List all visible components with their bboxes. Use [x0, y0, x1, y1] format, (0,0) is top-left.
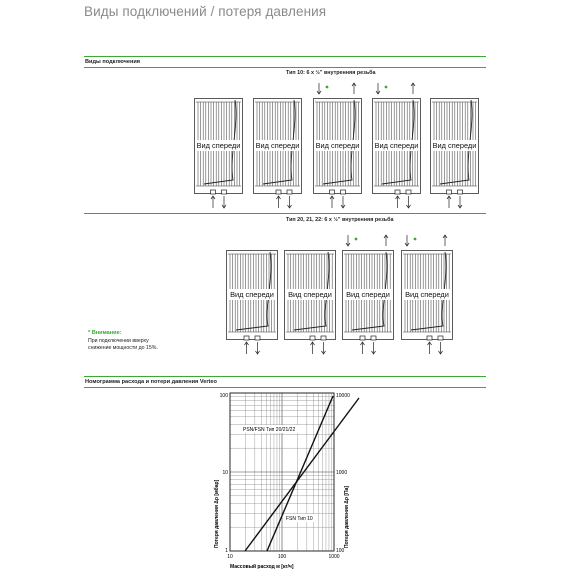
front-view-text: Вид спереди [230, 290, 274, 299]
note-text: При подключении вверху снижение мощности до 15%. [88, 338, 158, 351]
radiator [430, 96, 479, 212]
front-view-label [372, 141, 421, 150]
section-header-nomogram [84, 376, 486, 388]
radiator [401, 248, 453, 358]
front-view-label [284, 290, 336, 299]
x-tick: 100 [277, 554, 287, 560]
radiator [284, 248, 336, 358]
radiator [313, 96, 362, 212]
front-view-text: Вид спереди [374, 141, 419, 150]
front-view-label [194, 141, 243, 150]
left-tick: 10 [222, 470, 228, 476]
top-connection-arrows [403, 234, 451, 248]
front-view-label [342, 290, 394, 299]
note-title: * Внимание: [88, 330, 122, 336]
top-connection-arrows [344, 234, 392, 248]
curve-label-upper: PSN/FSN Тип 20/21/22 [243, 427, 296, 433]
x-tick: 1000 [328, 554, 340, 560]
radiator [194, 96, 243, 212]
radiator [372, 96, 421, 212]
front-view-label [253, 141, 302, 150]
x-tick: 10 [227, 554, 233, 560]
top-connection-arrows [315, 82, 360, 96]
top-connection-arrows [374, 82, 419, 96]
right-tick: 100 [336, 548, 345, 554]
nomogram [212, 388, 362, 570]
left-tick: 100 [219, 393, 228, 399]
front-view-label [401, 290, 453, 299]
front-view-text: Вид спереди [405, 290, 449, 299]
radiator [226, 248, 278, 358]
y-axis-label-left: Потеря давления Δp [мбар] [214, 479, 220, 548]
front-view-text: Вид спереди [432, 141, 477, 150]
section-title: Виды подключения [85, 59, 141, 65]
front-view-text: Вид спереди [255, 141, 300, 150]
front-view-label [313, 141, 362, 150]
page-title: Виды подключений / потеря давления [84, 4, 327, 19]
radiator [253, 96, 302, 212]
curve-label-lower: FSN Тип 10 [286, 516, 313, 522]
type10-label: Тип 10: 6 x ½" внутренняя резьба [286, 70, 376, 76]
nomogram-graphic [212, 388, 362, 570]
section-title: Номограмма расхода и потери давления Verteo [85, 379, 217, 385]
x-axis-label: Массовый расход м [кг/ч] [230, 564, 294, 570]
left-tick: 1 [225, 548, 228, 554]
section-header-connections [84, 56, 486, 68]
y-axis-label-right: Потеря давления Δp [Па] [344, 485, 350, 548]
front-view-text: Вид спереди [288, 290, 332, 299]
right-tick: 1000 [336, 470, 348, 476]
right-tick: 10000 [336, 393, 350, 399]
section-divider [84, 213, 486, 214]
type20-label: Тип 20, 21, 22: 6 x ½" внутренняя резьба [286, 217, 394, 223]
front-view-text: Вид спереди [346, 290, 390, 299]
radiator [342, 248, 394, 358]
front-view-label [226, 290, 278, 299]
front-view-label [430, 141, 479, 150]
front-view-text: Вид спереди [196, 141, 241, 150]
front-view-text: Вид спереди [315, 141, 360, 150]
